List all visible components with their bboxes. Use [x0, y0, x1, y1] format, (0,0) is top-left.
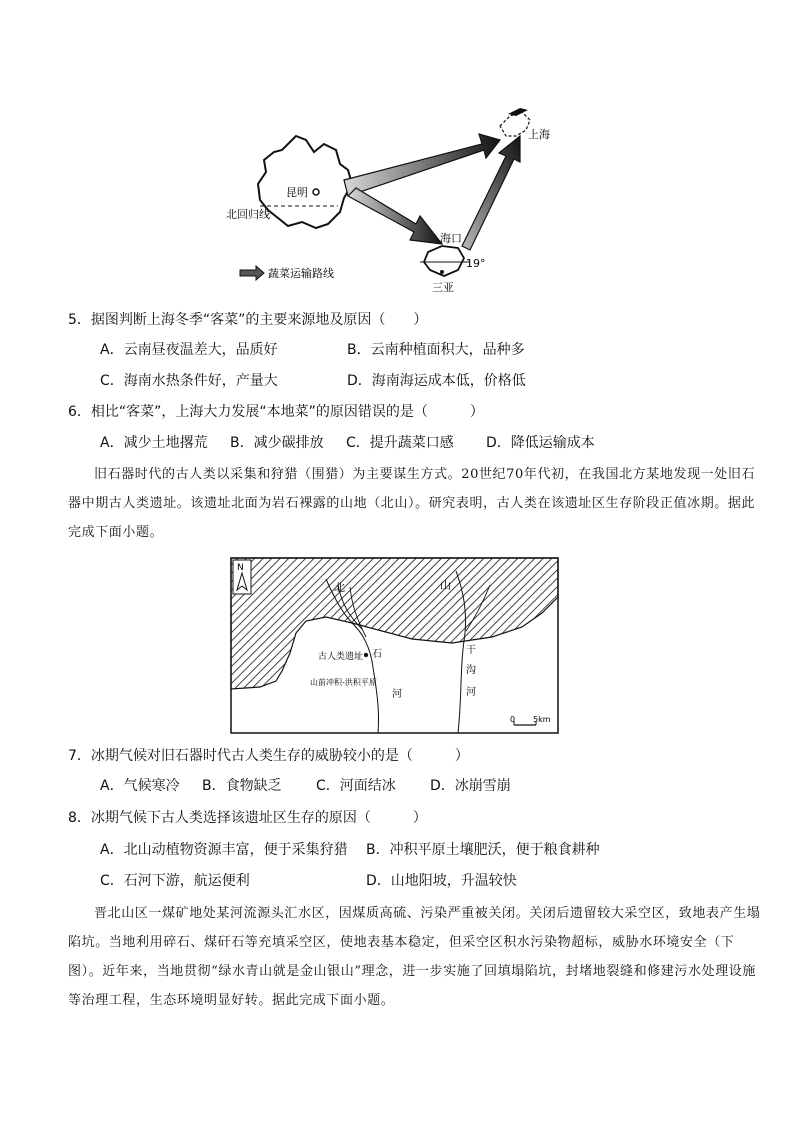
hainan-island-shape: [424, 246, 464, 276]
sanya-dot: [440, 270, 444, 274]
label-shan: 山: [440, 579, 451, 592]
site-dot: [364, 653, 368, 657]
q5-option-c[interactable]: C．海南水热条件好，产量大: [100, 373, 278, 389]
label-lat19: 19°: [466, 257, 486, 270]
label-sanya: 三亚: [432, 281, 454, 294]
q5-option-d[interactable]: D．海南海运成本低，价格低: [347, 373, 526, 389]
q7-option-d[interactable]: D．冰崩雪崩: [430, 778, 511, 794]
label-kunming: 昆明: [286, 186, 308, 199]
vegetable-route-map: [220, 100, 570, 300]
q8-option-a[interactable]: A．北山动植物资源丰富，便于采集狩猎: [100, 842, 348, 858]
q7-option-c[interactable]: C．河面结冰: [316, 778, 396, 794]
q8-option-b[interactable]: B．冲积平原土壤肥沃，便于粮食耕种: [366, 842, 600, 858]
q8-option-c[interactable]: C．石河下游，航运便利: [100, 873, 250, 889]
q6-option-a[interactable]: A．减少土地撂荒: [100, 435, 208, 451]
north-arrow-label: N: [237, 563, 244, 573]
label-haikou: 海口: [440, 232, 462, 245]
label-tropic: 北回归线: [226, 208, 270, 221]
q5-option-a[interactable]: A．云南昼夜温差大，品质好: [100, 342, 278, 358]
q7-option-a[interactable]: A．气候寒冷: [100, 778, 180, 794]
q7-stem: 7．冰期气候对旧石器时代古人类生存的威胁较小的是（ ）: [68, 748, 469, 764]
passage-paleolithic: 旧石器时代的古人类以采集和狩猎（围猎）为主要谋生方式。20世纪70年代初，在我国北方某地发现一处旧石器中期古人类遗址。该遗址北面为岩石裸露的山地（北山）。研究表明，古人类在该遗址区生存阶段正值冰期。据此完成下面小题。: [68, 467, 756, 540]
q8-stem: 8．冰期气候下古人类选择该遗址区生存的原因（ ）: [68, 810, 427, 826]
q6-stem: 6．相比“客菜”，上海大力发展“本地菜”的原因错误的是（ ）: [68, 404, 484, 420]
label-he2: 河: [392, 689, 402, 700]
route-arrow-yunnan-haikou: [348, 188, 442, 244]
q6-option-d[interactable]: D．降低运输成本: [486, 435, 595, 451]
paleolithic-site-map: [230, 557, 560, 735]
label-shi: 石: [372, 649, 382, 660]
label-scale5: 5km: [533, 715, 551, 724]
yunnan-province-shape: [258, 136, 352, 228]
q6-option-b[interactable]: B．减少碳排放: [230, 435, 324, 451]
label-site: 古人类遗址: [318, 652, 364, 662]
kunming-dot: [313, 189, 319, 195]
q5-stem: 5．据图判断上海冬季“客菜”的主要来源地及原因（ ）: [68, 312, 428, 328]
label-gan: 干: [466, 645, 476, 656]
label-shanghai: 上海: [528, 128, 550, 141]
q6-option-c[interactable]: C．提升蔬菜口感: [346, 435, 454, 451]
passage-coal-mine: 晋北山区一煤矿地处某河流源头汇水区，因煤质高硫、污染严重被关闭。关闭后遗留较大采空区，致地表产生塌陷坑。当地利用碎石、煤矸石等充填采空区，使地表基本稳定，但采空区积水污染物超标，威胁水环境安全（下图）。近年来，当地贯彻“绿水青山就是金山银山”理念，进一步实施了回填塌陷坑，封堵地裂缝和修建污水处理设施等治理工程，生态环境明显好转。据此完成下面小题。: [68, 906, 761, 1008]
q8-option-d[interactable]: D．山地阳坡，升温较快: [366, 873, 517, 889]
legend-label: 蔬菜运输路线: [268, 267, 334, 280]
q7-option-b[interactable]: B．食物缺乏: [202, 778, 282, 794]
legend-arrow-icon: [240, 266, 264, 280]
label-gou: 沟: [466, 665, 476, 676]
q5-option-b[interactable]: B．云南种植面积大，品种多: [347, 342, 525, 358]
label-he1: 河: [466, 687, 476, 698]
route-arrow-yunnan-shanghai: [344, 134, 500, 196]
label-scale0: 0: [510, 715, 516, 724]
label-bei: 北: [334, 581, 345, 594]
label-plain: 山前冲积-洪积平原: [310, 678, 377, 687]
